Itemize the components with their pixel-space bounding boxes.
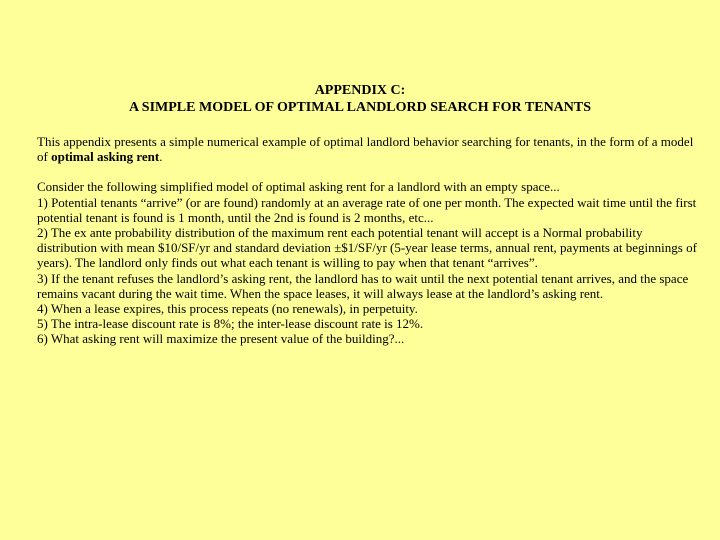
slide-title (0, 82, 720, 116)
assumption-item-5: 5) The intra-lease discount rate is 8%; the inter-lease discount rate is 12%. (37, 316, 424, 332)
intro-paragraph (37, 134, 699, 164)
title-line-appendix: APPENDIX C: (314, 83, 406, 98)
intro-bold-term: optimal asking rent (51, 149, 160, 165)
title-line-heading: A SIMPLE MODEL OF OPTIMAL LANDLORD SEARCH FOR TENANTS (128, 100, 592, 115)
assumption-item-6: 6) What asking rent will maximize the present value of the building?... (37, 331, 405, 347)
model-assumptions (37, 179, 699, 346)
model-lead: Consider the following simplified model of optimal asking rent for a landlord with an empty space... (37, 179, 560, 195)
assumption-item-4: 4) When a lease expires, this process repeats (no renewals), in perpetuity. (37, 301, 418, 317)
assumption-item-1: 1) Potential tenants “arrive” (or are found) randomly at an average rate of one per month. The expected wait time until the first potential tenant is found is 1 month, until the 2nd is found is 2 months, etc... (37, 194, 697, 225)
slide-content (37, 134, 699, 362)
assumption-item-3: 3) If the tenant refuses the landlord’s asking rent, the landlord has to wait until the next potential tenant arrives, and the space remains vacant during the wait time. When the space leases, it will always lease at the landlord’s asking rent. (37, 270, 689, 301)
intro-period: . (159, 149, 163, 165)
intro-text: This appendix presents a simple numerical example of optimal landlord behavior searching for tenants, in the form of a model of (37, 134, 694, 165)
assumption-item-2: 2) The ex ante probability distribution of the maximum rent each potential tenant will accept is a Normal probability distribution with mean $10/SF/yr and standard deviation ±$1/SF/yr (5-year lease terms, annual rent, payments at beginnings of years). The landlord only finds out what each tenant is willing to pay when that tenant “arrives”. (37, 225, 697, 271)
